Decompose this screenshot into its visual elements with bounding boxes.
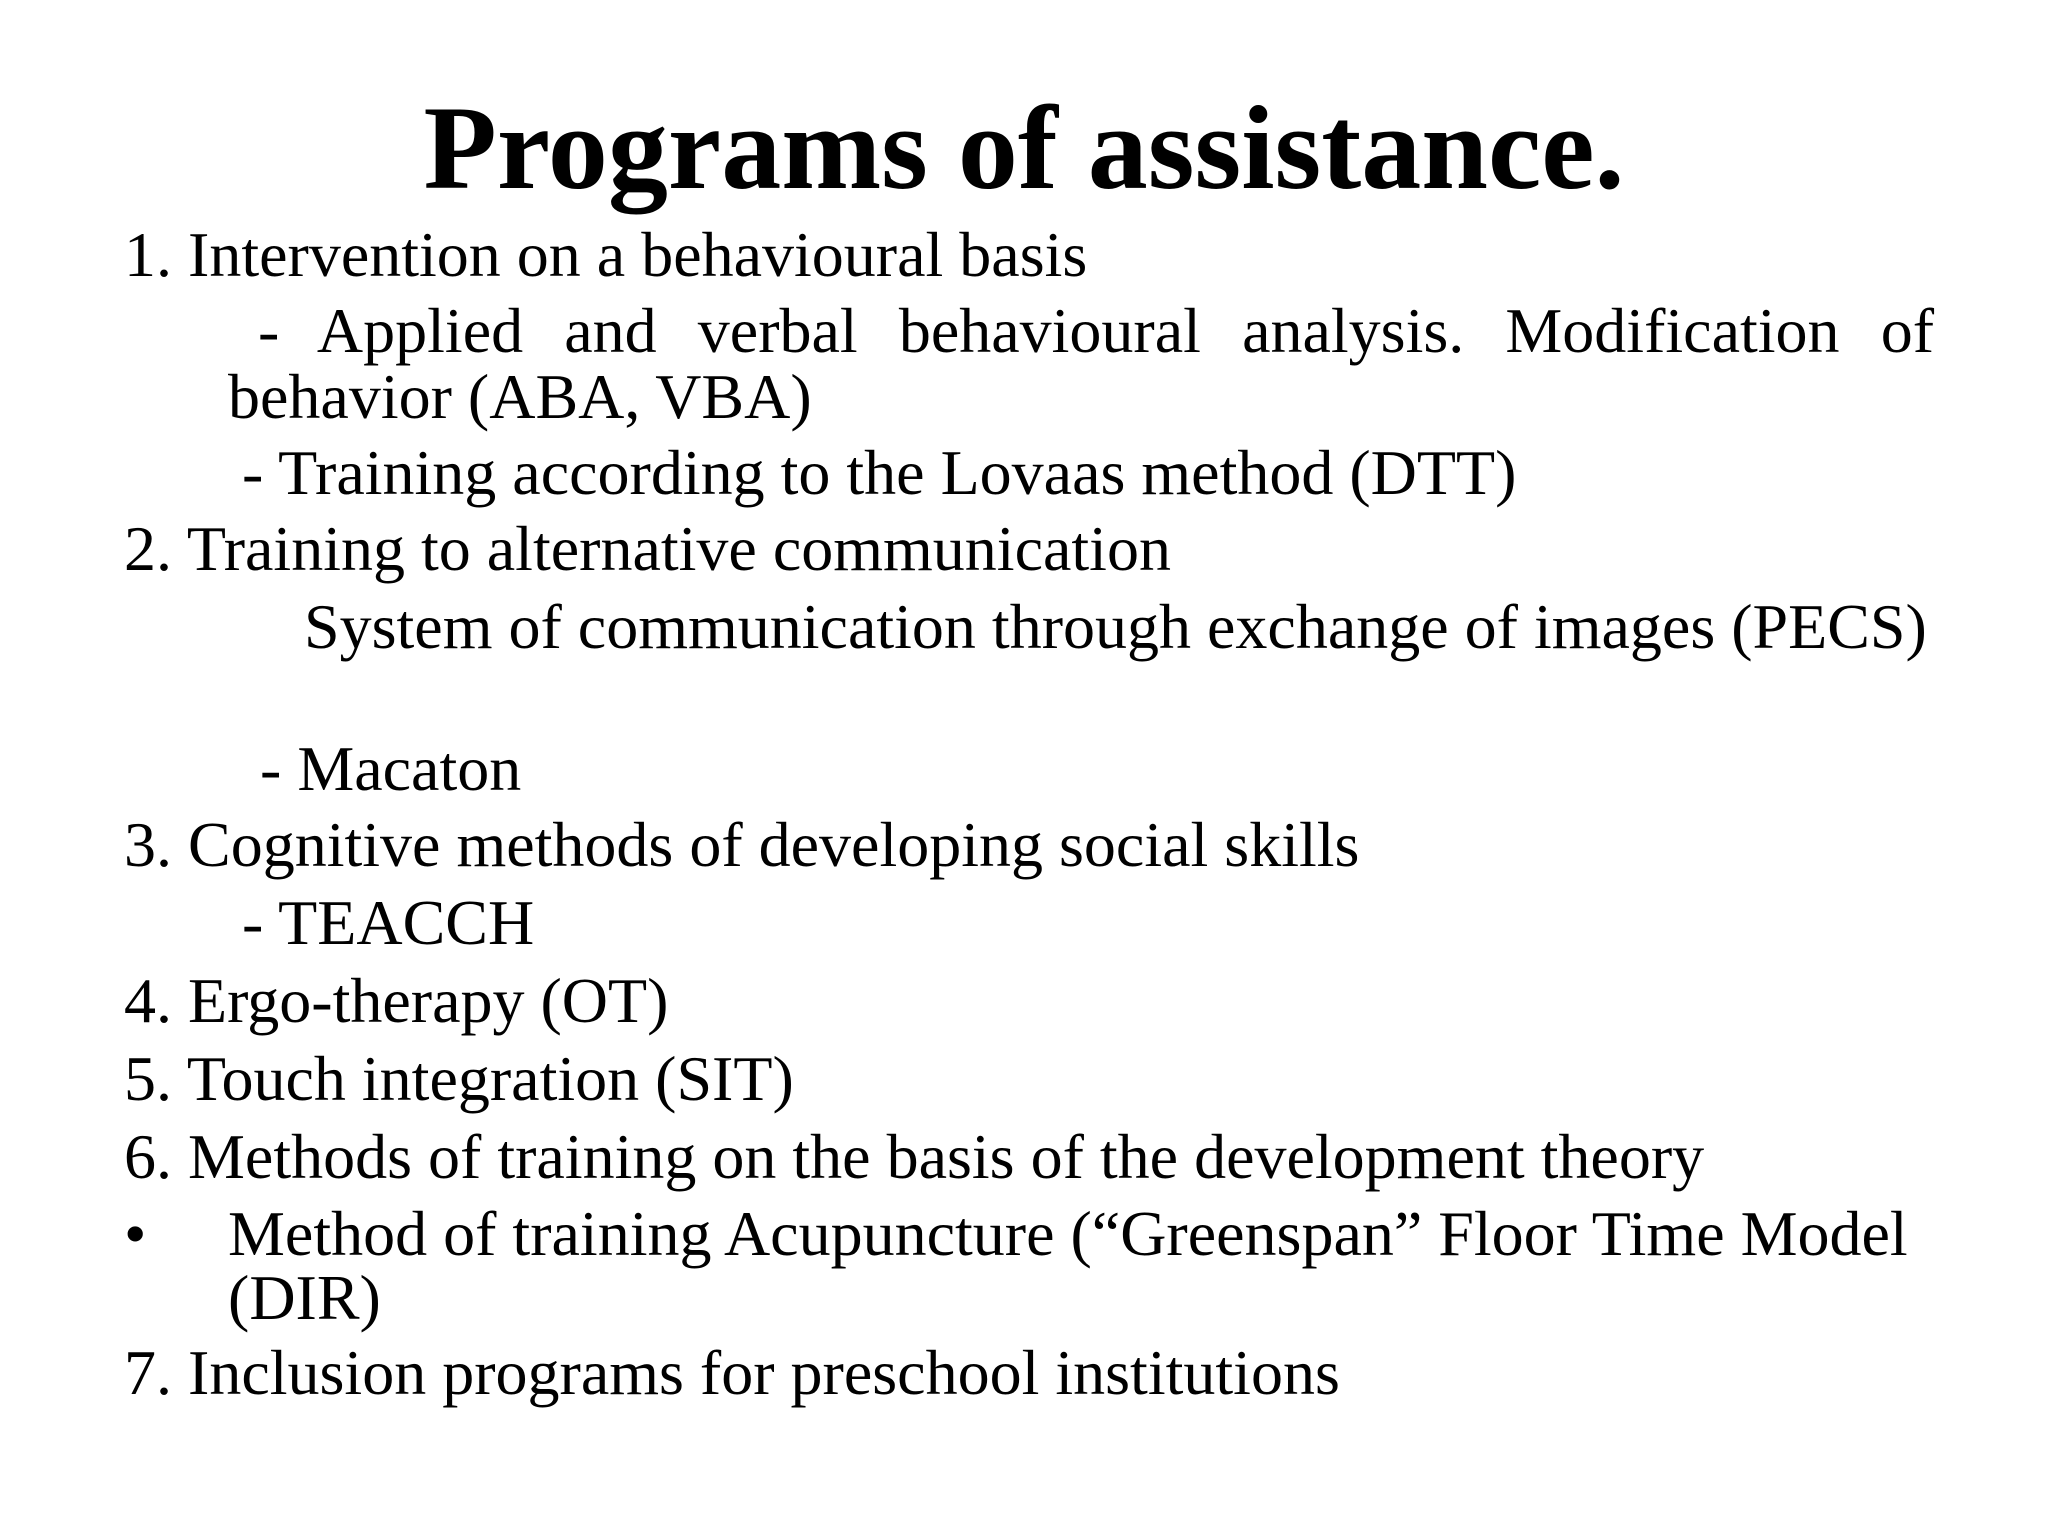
list-item-3: 3. Cognitive methods of developing social skills bbox=[124, 809, 1360, 880]
slide-title: Programs of assistance. bbox=[423, 81, 1625, 214]
list-subitem-teacch: - TEACCH bbox=[242, 887, 535, 958]
list-subitem-aba: - Applied and verbal behavioural analysis. Modification of behavior (ABA, VBA) bbox=[228, 295, 1934, 432]
list-item-6: 6. Methods of training on the basis of the development theory bbox=[124, 1121, 1705, 1192]
list-item-2: 2. Training to alternative communication bbox=[124, 513, 1171, 584]
list-subitem-dtt: - Training according to the Lovaas method (DTT) bbox=[242, 437, 1517, 508]
list-item-7: 7. Inclusion programs for preschool institutions bbox=[124, 1337, 1340, 1408]
list-subitem-pecs: System of communication through exchange of images (PECS) bbox=[304, 591, 1927, 662]
list-item-1: 1. Intervention on a behavioural basis bbox=[124, 219, 1088, 290]
list-item-4: 4. Ergo-therapy (OT) bbox=[124, 965, 669, 1036]
bullet-item-dir-text: Method of training Acupuncture (“Greenspan” Floor Time Model (DIR) bbox=[228, 1198, 1908, 1333]
list-subitem-macaton: - Macaton bbox=[260, 733, 522, 804]
list-item-5: 5. Touch integration (SIT) bbox=[124, 1043, 794, 1114]
bullet-icon: • bbox=[124, 1198, 147, 1269]
